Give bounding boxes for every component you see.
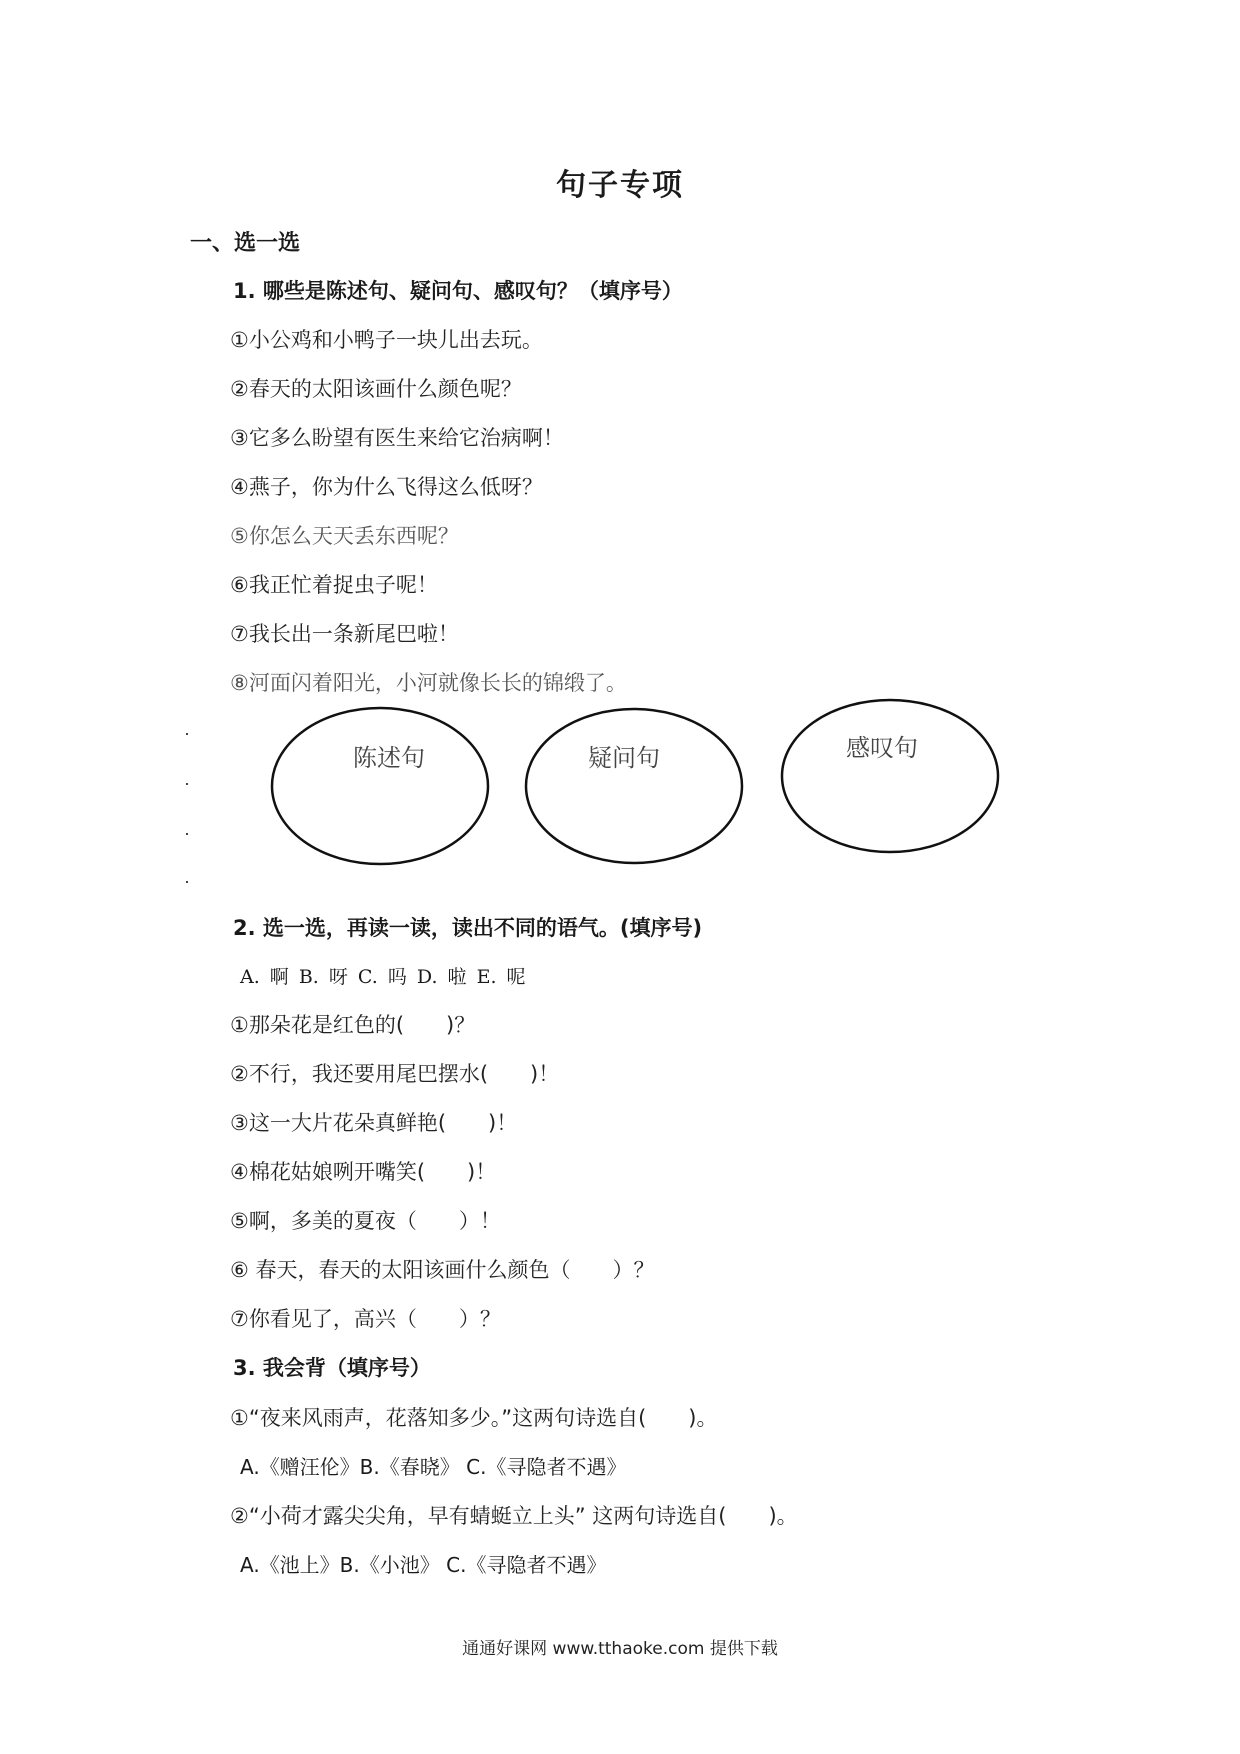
q1-item-3: ③它多么盼望有医生来给它治病啊！ [230, 426, 564, 450]
q2-options: A. 啊 B. 呀 C. 吗 D. 啦 E. 呢 [240, 966, 526, 988]
q2-item-4: ④棉花姑娘咧开嘴笑( )！ [230, 1160, 497, 1184]
oval-label-statement: 陈述句 [353, 744, 425, 772]
q3-options-1: A.《赠汪伦》B.《春晓》 C.《寻隐者不遇》 [240, 1455, 627, 1479]
q1-item-5: ⑤你怎么天天丢东西呢？ [230, 524, 459, 548]
margin-mark [186, 881, 188, 883]
question-1-heading: 1. 哪些是陈述句、疑问句、感叹句？（填序号） [233, 279, 683, 303]
q2-item-7: ⑦你看见了，高兴（ ）？ [230, 1307, 501, 1331]
q1-item-2: ②春天的太阳该画什么颜色呢？ [230, 377, 522, 401]
q1-item-4: ④燕子，你为什么飞得这么低呀？ [230, 475, 543, 499]
q3-options-2: A.《池上》B.《小池》 C.《寻隐者不遇》 [240, 1553, 607, 1577]
oval-statement [272, 708, 488, 864]
oval-label-question: 疑问句 [588, 744, 660, 772]
section-heading: 一、选一选 [190, 231, 301, 256]
q2-item-1: ①那朵花是红色的( )？ [230, 1013, 476, 1037]
oval-label-exclamation: 感叹句 [846, 734, 918, 762]
page-title: 句子专项 [556, 168, 684, 203]
q2-item-2: ②不行，我还要用尾巴摆水( )！ [230, 1062, 560, 1086]
footer-credit: 通通好课网 www.tthaoke.com 提供下载 [462, 1639, 778, 1659]
oval-exclamation [782, 700, 998, 852]
q1-item-1: ①小公鸡和小鸭子一块儿出去玩。 [230, 328, 543, 352]
oval-question [526, 709, 742, 863]
q3-item-1: ①“夜来风雨声，花落知多少。”这两句诗选自( )。 [230, 1406, 718, 1430]
q2-item-5: ⑤啊，多美的夏夜（ ）！ [230, 1209, 501, 1233]
question-3-heading: 3. 我会背（填序号） [233, 1356, 431, 1380]
margin-mark [186, 783, 188, 785]
question-2-heading: 2. 选一选，再读一读，读出不同的语气。(填序号) [233, 916, 703, 940]
q1-item-7: ⑦我长出一条新尾巴啦！ [230, 622, 459, 646]
q1-item-6: ⑥我正忙着捉虫子呢！ [230, 573, 438, 597]
margin-mark [186, 833, 188, 835]
margin-mark [186, 733, 188, 735]
q2-item-6: ⑥ 春天，春天的太阳该画什么颜色（ ）？ [230, 1258, 655, 1282]
q3-item-2: ②“小荷才露尖尖角，早有蜻蜓立上头” 这两句诗选自( )。 [230, 1504, 798, 1528]
q1-item-8: ⑧河面闪着阳光，小河就像长长的锦缎了。 [230, 671, 627, 695]
q2-item-3: ③这一大片花朵真鲜艳( )！ [230, 1111, 518, 1135]
